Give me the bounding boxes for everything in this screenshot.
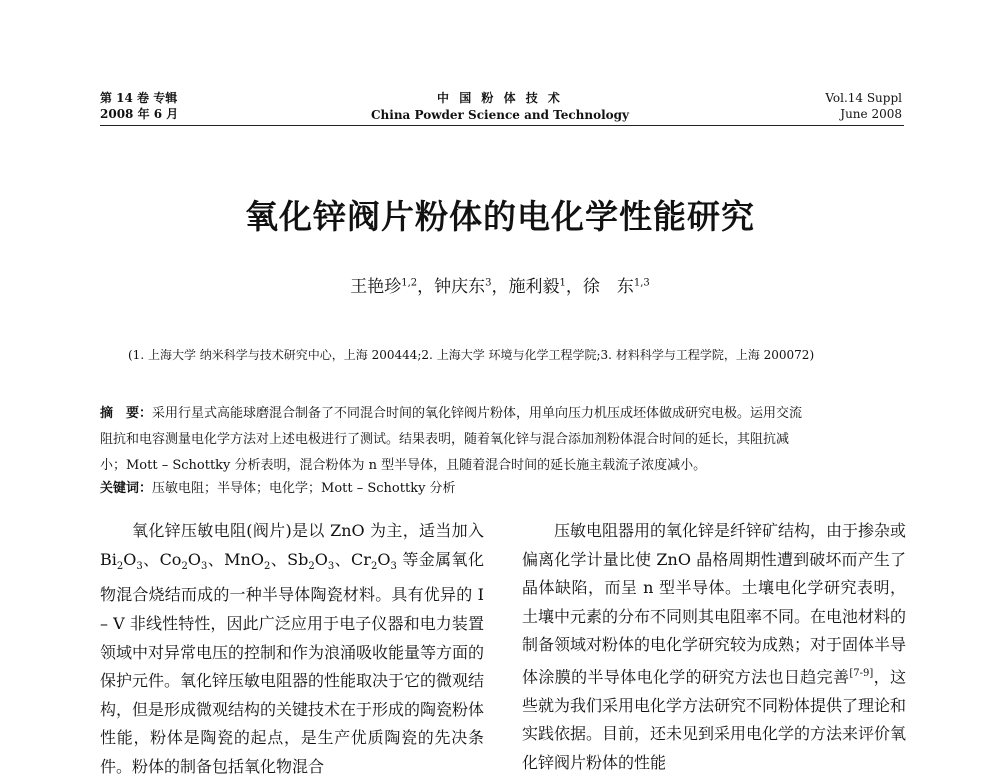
subscript: 2 [308, 560, 315, 572]
author-affiliation-mark: 1 [559, 277, 566, 289]
author-name: 徐 东 [582, 277, 634, 297]
author-separator: ， [417, 277, 435, 297]
volume-label: 第 14 卷 专辑 [100, 91, 178, 105]
body-text: 、Co [142, 549, 182, 569]
keywords-label: 关键词： [100, 481, 153, 496]
body-text: 、MnO [207, 549, 264, 569]
author-separator: ， [491, 277, 509, 297]
author-separator: ， [565, 277, 583, 297]
subscript: 2 [116, 560, 124, 572]
affiliations: (1. 上海大学 纳米科学与技术研究中心，上海 200444;2. 上海大学 环境与化学工程学院;3. 材料科学与工程学院，上海 200072) [128, 348, 815, 362]
abstract-line: 阻抗和电容测量电化学方法对上述电极进行了测试。结果表明，随着氧化锌与混合添加剂粉体混合时间的延长，其阻抗减 [100, 432, 790, 447]
subscript: 3 [390, 560, 397, 572]
body-column-right [522, 517, 906, 778]
subscript: 3 [327, 560, 335, 572]
body-text: 等金属氧化物混合烧结而成的一种半导体陶瓷材料。具有优异的 I – V 非线性特性，因此广泛应用于电子仪器和电力装置领域中对异常电压的控制和作为浪涌吸收能量等方面的保护元件。氧化锌压敏电阻器的性能取决于它的微观结构，但是形成微观结构的关键技术在于形成的陶瓷粉体性能，粉体是陶瓷的起点，是生产优质陶瓷的先决条件。粉体的制备包括氧化物混合 [100, 549, 485, 776]
header-rule [100, 125, 904, 126]
author-name: 钟庆东 [434, 277, 486, 297]
journal-title-cn: 中 国 粉 体 技 术 [437, 91, 563, 105]
author-name: 王艳珍 [350, 277, 402, 297]
body-text: O [123, 549, 137, 569]
abstract-line [100, 402, 906, 421]
paper-title: 氧化锌阀片粉体的电化学性能研究 [245, 197, 755, 236]
keywords-line [100, 477, 906, 496]
body-text: O [377, 549, 391, 569]
subscript: 2 [181, 560, 188, 572]
date-label: 2008 年 6 月 [100, 107, 179, 121]
subscript: 3 [200, 560, 208, 572]
body-text: 、Cr [334, 549, 371, 569]
body-text: 氧化锌压敏电阻(阀片)是以 ZnO 为主，适当加入 Bi [100, 521, 484, 569]
body-text: O [314, 549, 328, 569]
body-text: 、Sb [270, 549, 309, 569]
date-label-en: June 2008 [840, 107, 902, 121]
author-list [0, 272, 1000, 297]
subscript: 2 [370, 560, 378, 572]
author-name: 施利毅 [508, 277, 560, 297]
abstract-line: 小；Mott – Schottky 分析表明，混合粉体为 n 型半导体，且随着混合时间的延长施主载流子浓度减小。 [100, 458, 707, 473]
body-text: 压敏电阻器用的氧化锌是纤锌矿结构，由于掺杂或偏离化学计量比使 ZnO 晶格周期性遭到破坏而产生了晶体缺陷，而呈 n 型半导体。土壤电化学研究表明，土壤中元素的分布不同则其电阻率不同。在电池材料的制备领域对粉体的电化学研究较为成熟；对于固体半导体涂膜的半导体电化学的研究方法也日趋完善 [522, 521, 907, 687]
author-affiliation-mark: 1,3 [633, 277, 650, 289]
abstract-text: 采用行星式高能球磨混合制备了不同混合时间的氧化锌阀片粉体，用单向压力机压成坯体做成研究电极。运用交流 [152, 406, 803, 421]
subscript: 3 [136, 560, 143, 572]
author-affiliation-mark: 3 [485, 277, 492, 289]
journal-title-en: China Powder Science and Technology [370, 108, 630, 122]
citation-ref: [7-9] [849, 667, 874, 679]
body-column-left [100, 517, 484, 782]
keywords-text: 压敏电阻；半导体；电化学；Mott – Schottky 分析 [152, 481, 456, 496]
volume-label-en: Vol.14 Suppl [825, 91, 902, 105]
subscript: 2 [263, 560, 271, 572]
abstract-label: 摘 要： [100, 406, 153, 421]
author-affiliation-mark: 1,2 [401, 277, 418, 289]
body-text: O [187, 549, 201, 569]
body-text: ，这些就为我们采用电化学方法研究不同粉体提供了理论和实践依据。目前，还未见到采用电化学的方法来评价氧化锌阀片粉体的性能 [522, 667, 907, 773]
